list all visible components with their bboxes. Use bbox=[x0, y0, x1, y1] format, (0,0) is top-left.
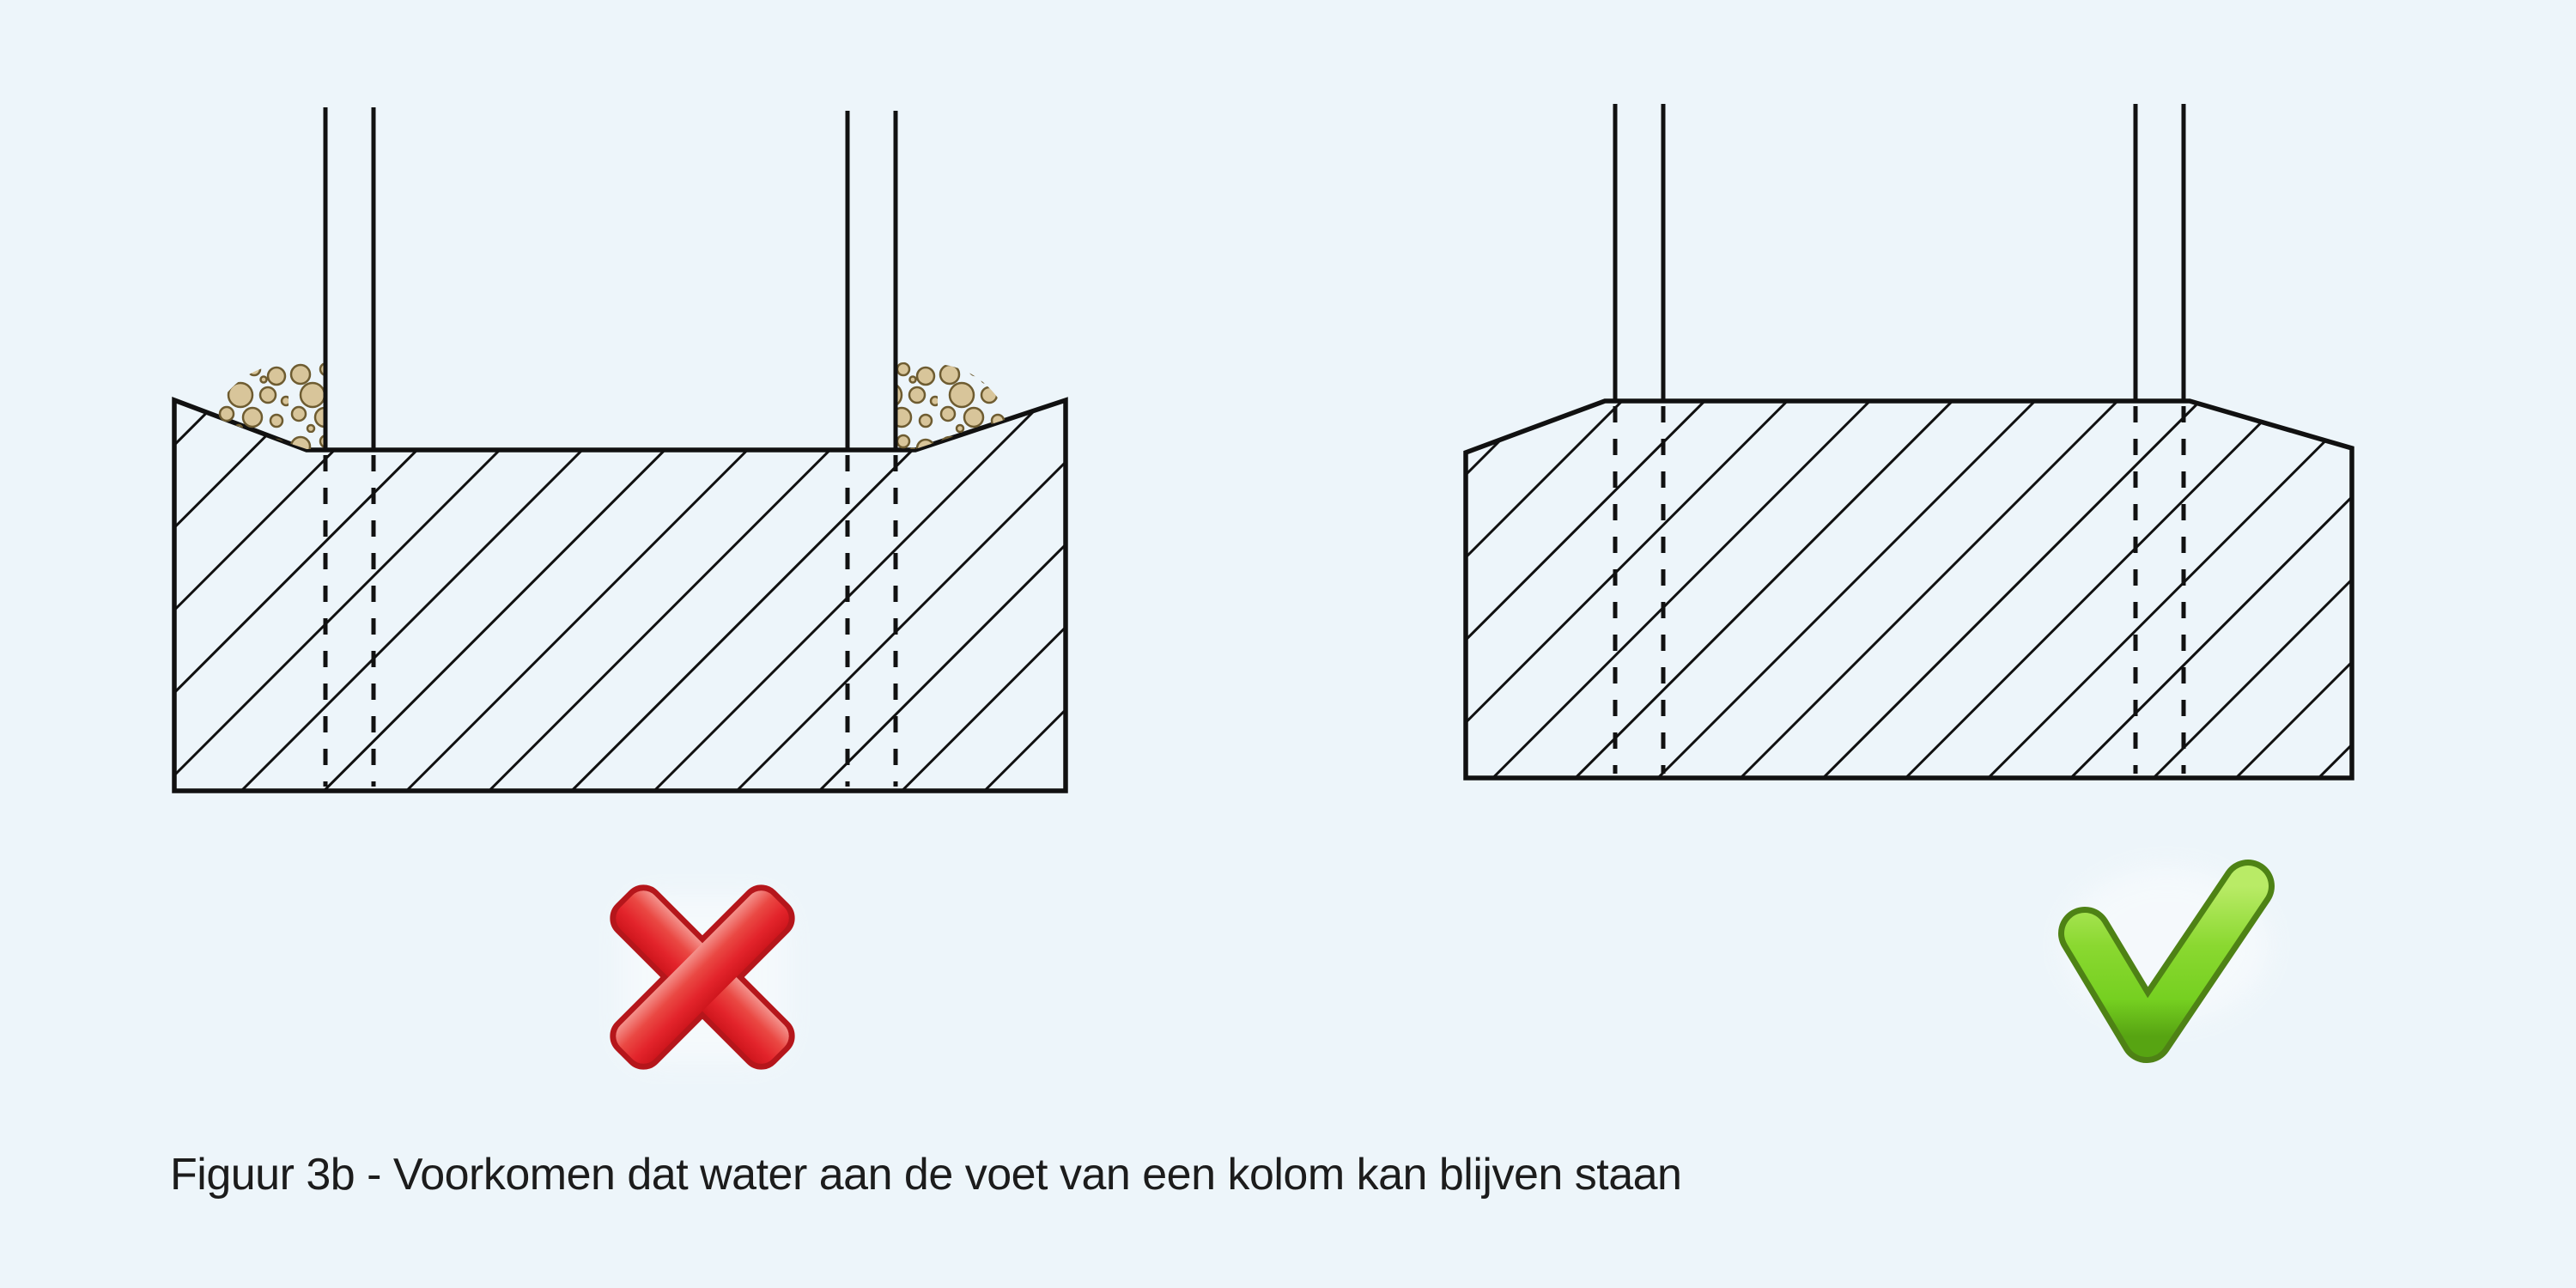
foundation-incorrect-diagram bbox=[174, 107, 1066, 1073]
figure-caption: Figuur 3b - Voorkomen dat water aan de voet van een kolom kan blijven staan bbox=[170, 1150, 1682, 1200]
column-right bbox=[848, 111, 896, 450]
check-icon bbox=[2063, 867, 2269, 1036]
foundation-block bbox=[1466, 401, 2352, 778]
foundation-correct-diagram bbox=[1466, 104, 2352, 1036]
column-right bbox=[2136, 104, 2184, 401]
cross-icon bbox=[606, 881, 799, 1074]
column-left bbox=[325, 107, 374, 450]
column-left bbox=[1615, 104, 1663, 401]
foundation-block bbox=[174, 400, 1066, 791]
